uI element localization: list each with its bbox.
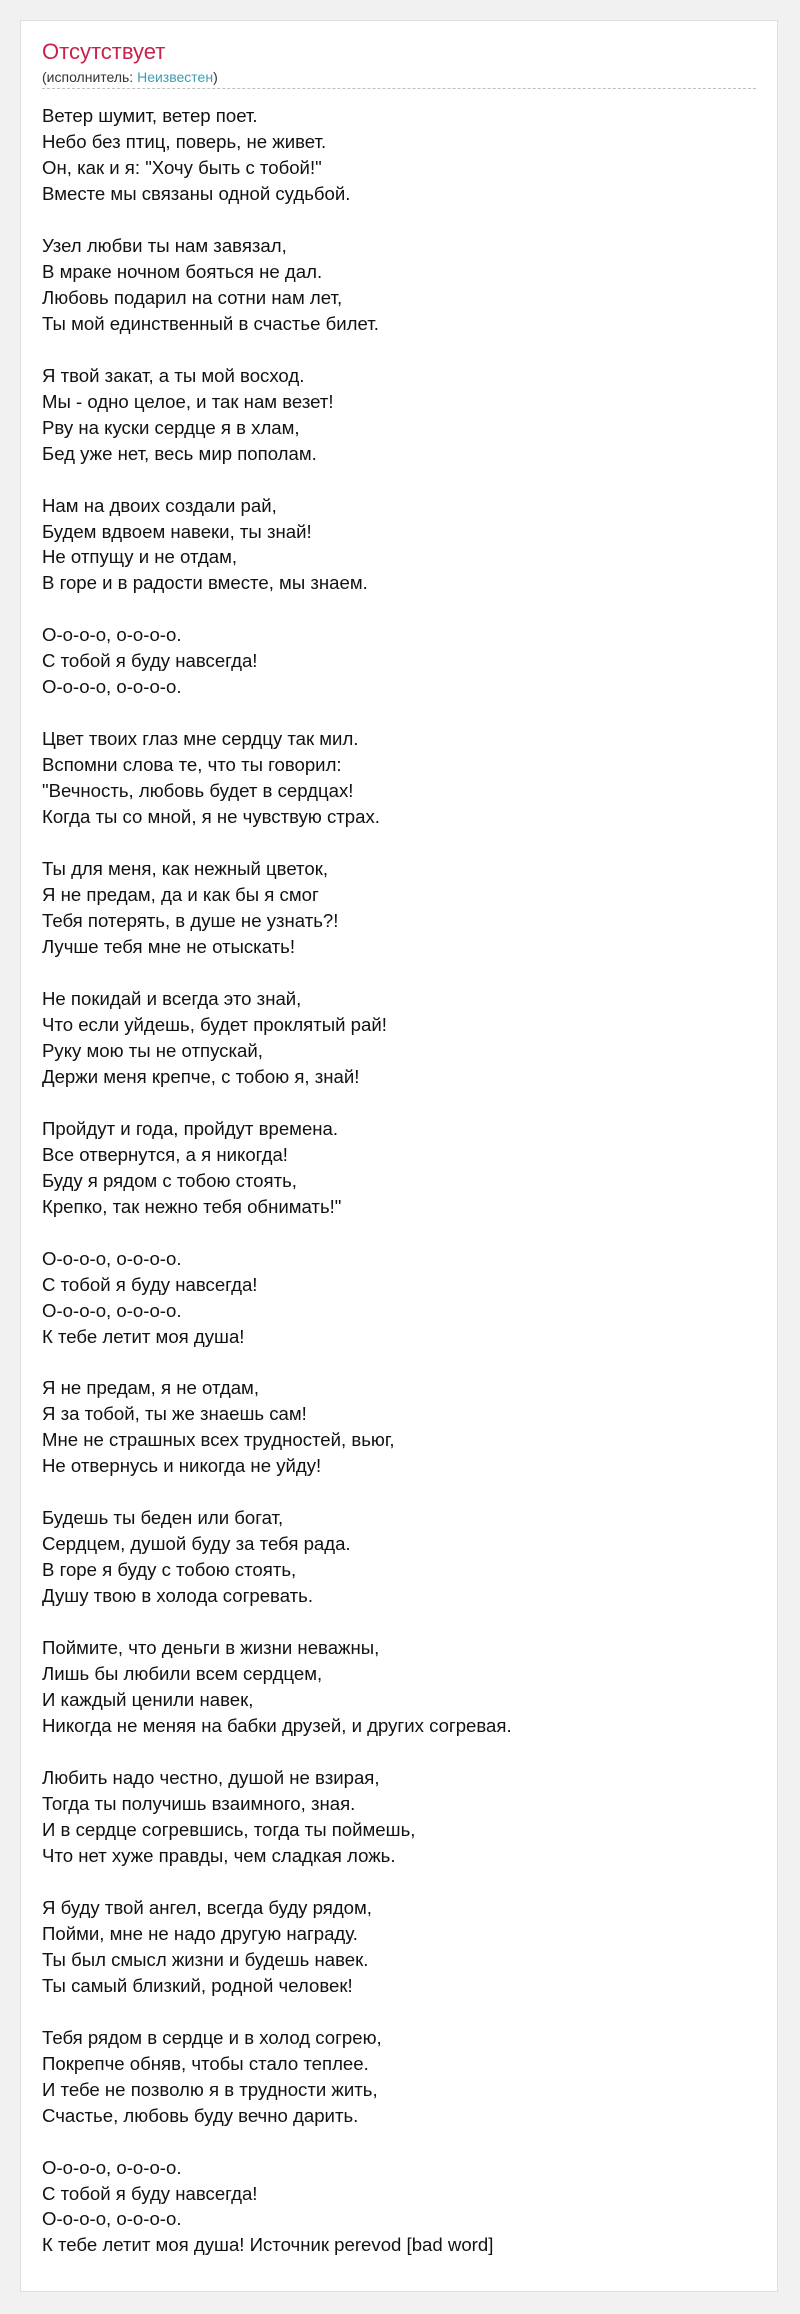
lyrics-stanza [42,856,767,960]
lyric-line: О-о-о-о, о-о-о-о. [42,676,182,698]
lyric-line: Будем вдвоем навеки, ты знай! [42,520,312,542]
lyric-line: Цвет твоих глаз мне сердцу так мил. [42,728,359,750]
lyric-line: С тобой я буду навсегда! [42,650,258,672]
lyric-line: Душу твою в холода согревать. [42,1585,314,1607]
lyric-line: Крепко, так нежно тебя обнимать!" [42,1195,342,1217]
lyric-line: Буду я рядом с тобою стоять, [42,1169,297,1191]
lyric-line: Сердцем, душой буду за тебя рада. [42,1533,351,1555]
lyric-line: Не отпущу и не отдам, [42,546,238,568]
song-header [42,39,756,89]
lyric-line: Тебя рядом в сердце и в холод согрею, [42,2026,382,2048]
lyric-line: Небо без птиц, поверь, не живет. [42,130,327,152]
lyric-line: Рву на куски сердце я в хлам, [42,416,300,438]
lyric-line: Держи меня крепче, с тобою я, знай! [42,1065,360,1087]
artist-prefix: (исполнитель: [42,69,138,85]
lyric-line: Ты мой единственный в счастье билет. [42,312,379,334]
lyric-line: Руку мою ты не отпускай, [42,1039,263,1061]
lyric-line: Счастье, любовь буду вечно дарить. [42,2104,359,2126]
lyric-line: И тебе не позволю я в трудности жить, [42,2078,378,2100]
lyrics-stanza [42,1505,767,1609]
lyrics-stanza [42,986,767,1090]
lyric-line: Лишь бы любили всем сердцем, [42,1663,323,1685]
lyric-line: К тебе летит моя душа! [42,1325,245,1347]
lyrics-stanza [42,493,767,597]
lyric-line: Любовь подарил на сотни нам лет, [42,286,343,308]
lyric-line: Я буду твой ангел, всегда буду рядом, [42,1896,372,1918]
lyric-line: В горе я буду с тобою стоять, [42,1559,297,1581]
lyrics-card [20,20,778,2292]
lyric-line: О-о-о-о, о-о-о-о. [42,624,182,646]
lyrics-stanza [42,726,767,830]
lyric-line: Покрепче обняв, чтобы стало теплее. [42,2052,369,2074]
lyric-line: Пойми, мне не надо другую награду. [42,1922,358,1944]
lyrics-stanza [42,2155,767,2259]
lyric-line: Что нет хуже правды, чем сладкая ложь. [42,1844,396,1866]
lyric-line: Я не предам, я не отдам, [42,1377,259,1399]
lyrics-stanza [42,1895,767,1999]
lyric-line: Нам на двоих создали рай, [42,494,277,516]
artist-line [42,68,756,89]
lyric-line: Вместе мы связаны одной судьбой. [42,182,351,204]
lyric-line: Мы - одно целое, и так нам везет! [42,390,334,412]
lyric-line: Не покидай и всегда это знай, [42,987,302,1009]
lyrics-stanza [42,1116,767,1220]
lyric-line: Я твой закат, а ты мой восход. [42,364,305,386]
lyric-line: Ты самый близкий, родной человек! [42,1974,353,1996]
lyric-line: О-о-о-о, о-о-о-о. [42,1247,182,1269]
lyrics-stanza [42,1765,767,1869]
lyric-line: Пройдут и года, пройдут времена. [42,1117,339,1139]
lyric-line: Будешь ты беден или богат, [42,1507,284,1529]
lyric-line: О-о-о-о, о-о-о-о. [42,2208,182,2230]
lyrics-stanza [42,103,767,207]
lyrics-stanza [42,2025,767,2129]
lyrics-stanza [42,1246,767,1350]
artist-link[interactable]: Неизвестен [137,69,214,85]
lyrics-stanza [42,1375,767,1479]
lyric-line: И в сердце согревшись, тогда ты поймешь, [42,1818,416,1840]
lyric-line: Тогда ты получишь взаимного, зная. [42,1792,356,1814]
lyric-line: Поймите, что деньги в жизни неважны, [42,1637,380,1659]
lyrics-stanza [42,233,767,337]
lyric-line: Когда ты со мной, я не чувствую страх. [42,806,380,828]
lyric-line: Бед уже нет, весь мир пополам. [42,442,317,464]
lyric-line: Не отвернусь и никогда не уйду! [42,1455,322,1477]
lyric-line: Узел любви ты нам завязал, [42,234,287,256]
lyric-line: Я не предам, да и как бы я смог [42,884,319,906]
lyric-line: Лучше тебя мне не отыскать! [42,936,296,957]
lyric-line: Тебя потерять, в душе не узнать?! [42,910,339,932]
song-title: Отсутствует [42,39,166,64]
artist-suffix: ) [213,69,218,85]
lyric-line: С тобой я буду навсегда! [42,1273,258,1295]
lyric-line: В мраке ночном бояться не дал. [42,260,323,282]
lyric-line: О-о-о-о, о-о-о-о. [42,2156,182,2178]
lyric-line: В горе и в радости вместе, мы знаем. [42,572,368,594]
lyric-line: О-о-о-о, о-о-о-о. [42,1299,182,1321]
lyric-line: Никогда не меняя на бабки друзей, и других согревая. [42,1715,512,1737]
lyric-line: Он, как и я: "Хочу быть с тобой!" [42,156,322,178]
lyric-line: И каждый ценили навек, [42,1689,254,1711]
lyrics-stanza [42,363,767,467]
lyric-line: Что если уйдешь, будет проклятый рай! [42,1013,387,1035]
lyrics-stanza [42,622,767,700]
lyric-line: С тобой я буду навсегда! [42,2182,258,2204]
lyrics-stanza [42,1635,767,1739]
lyric-line: Любить надо честно, душой не взирая, [42,1767,380,1788]
lyric-line: Ветер шумит, ветер поет. [42,105,258,126]
lyric-line: К тебе летит моя душа! Источник perevod [bad word] [42,2234,494,2256]
lyric-line: Ты для меня, как нежный цветок, [42,858,328,880]
lyric-line: Все отвернутся, а я никогда! [42,1143,288,1165]
lyrics-body [42,103,767,2284]
lyric-line: Вспомни слова те, что ты говорил: [42,754,342,776]
lyric-line: Мне не страшных всех трудностей, вьюг, [42,1429,395,1451]
lyric-line: Я за тобой, ты же знаешь сам! [42,1403,307,1425]
lyric-line: "Вечность, любовь будет в сердцах! [42,780,354,802]
lyric-line: Ты был смысл жизни и будешь навек. [42,1948,369,1970]
